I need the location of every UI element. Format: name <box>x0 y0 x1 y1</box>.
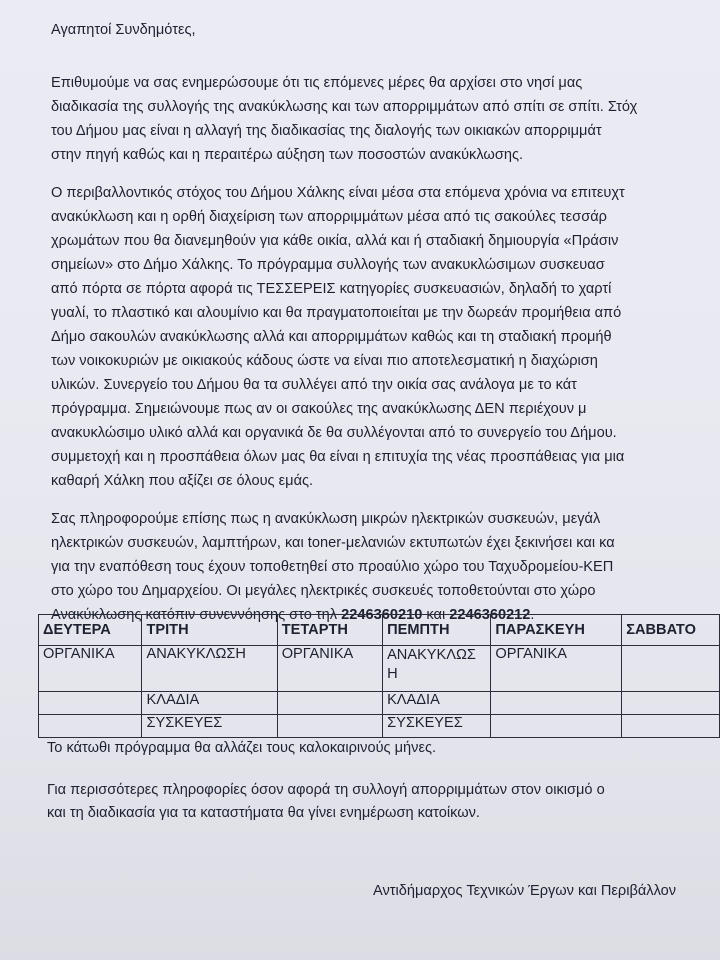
paragraph1-line: Επιθυμούμε να σας ενημερώσουμε ότι τις επόμενες μέρες θα αρχίσει στο νησί μας <box>51 75 583 91</box>
table-cell: ΟΡΓΑΝΙΚΑ <box>491 646 622 692</box>
paragraph2-line: γυαλί, το πλαστικό και αλουμίνιο και θα πραγματοποιείται με την δωρεάν προμήθεια από <box>51 305 622 321</box>
table-cell <box>39 692 142 715</box>
paragraph2-line: υλικών. Συνεργείο του Δήμου θα τα συλλέγει από την οικία σας ανάλογα με το κάτ <box>51 377 577 393</box>
paragraph2-line: συμμετοχή και η προσπάθεια όλων μας θα είναι η επιτυχία της νέας προσπάθειας για μια <box>51 449 625 465</box>
header-saturday: ΣΑΒΒΑΤΟ <box>622 615 720 646</box>
phone-number-2: 2246360212 <box>449 607 531 623</box>
paragraph3-line: στο χώρο του Δημαρχείου. Οι μεγάλες ηλεκτρικές συσκευές τοποθετούνται στο χώρο <box>51 583 596 599</box>
paragraph2-line: ανακυκλώσιμο υλικό αλλά και οργανικά δε θα συλλέγονται από το συνεργείο του Δήμου. <box>51 425 617 441</box>
table-cell: ΣΥΣΚΕΥΕΣ <box>383 715 491 738</box>
paragraph2-line: καθαρή Χάλκη που αξίζει σε όλους εμάς. <box>51 473 314 489</box>
paragraph4-line: Για περισσότερες πληροφορίες όσον αφορά τη συλλογή απορριμμάτων στον οικισμό ο <box>47 782 605 798</box>
paragraph1-line: διαδικασία της συλλογής της ανακύκλωσης και των απορριμμάτων από σπίτι σε σπίτι. Στόχ <box>51 99 638 115</box>
table-cell <box>622 646 720 692</box>
header-tuesday: ΤΡΙΤΗ <box>142 615 277 646</box>
contact-period: . <box>530 607 535 623</box>
table-cell: ΑΝΑΚΥΚΛΩΣΗ <box>142 646 277 692</box>
header-friday: ΠΑΡΑΣΚΕΥΗ <box>491 615 622 646</box>
greeting: Αγαπητοί Συνδημότες, <box>51 22 196 38</box>
table-cell: ΣΥΣΚΕΥΕΣ <box>142 715 277 738</box>
schedule-note: Το κάτωθι πρόγραμμα θα αλλάζει τους καλοκαιρινούς μήνες. <box>47 740 437 756</box>
paragraph2-line: από πόρτα σε πόρτα αφορά τις ΤΕΣΣΕΡΕΙΣ κατηγορίες συσκευασιών, δηλαδή το χαρτί <box>51 281 612 297</box>
phone-number-1: 2246360210 <box>341 607 423 623</box>
paragraph2-line: χρωμάτων που θα διανεμηθούν για κάθε οικία, αλλά και ή σταδιακή δημιουργία «Πράσιν <box>51 233 619 249</box>
contact-conjunction: και <box>422 607 450 623</box>
table-row <box>39 646 720 692</box>
paragraph1-line: του Δήμου μας είναι η αλλαγή της διαδικασίας της διαλογής των οικιακών απορριμμάτ <box>51 123 602 139</box>
collection-schedule-table <box>38 614 720 738</box>
paragraph1-line: στην πηγή καθώς και η περαιτέρω αύξηση των ποσοστών ανακύκλωσης. <box>51 147 524 163</box>
table-cell <box>491 692 622 715</box>
paragraph3-line: Σας πληροφορούμε επίσης πως η ανακύκλωση μικρών ηλεκτρικών συσκευών, μεγάλ <box>51 511 601 527</box>
table-row <box>39 692 720 715</box>
paragraph2-line: πρόγραμμα. Σημειώνουμε πως αν οι σακούλες της ανακύκλωσης ΔΕΝ περιέχουν μ <box>51 401 587 417</box>
contact-text: Ανακύκλωσης κατόπιν συνεννόησης στο τηλ <box>51 607 342 623</box>
paragraph3-line: για την εναπόθεση τους έχουν τοποθετηθεί στο προαύλιο χώρο του Ταχυδρομείου-ΚΕΠ <box>51 559 614 575</box>
table-header-row <box>39 615 720 646</box>
table-cell: ΟΡΓΑΝΙΚΑ <box>39 646 142 692</box>
header-thursday: ΠΕΜΠΤΗ <box>383 615 491 646</box>
paragraph2-line: σημείων» στο Δήμο Χάλκης. Το πρόγραμμα συλλογής των ανακυκλώσιμων συσκευασ <box>51 257 605 273</box>
paragraph4-line: και τη διαδικασία για τα καταστήματα θα γίνει ενημέρωση κατοίκων. <box>47 805 480 821</box>
table-cell: ΑΝΑΚΥΚΛΩΣ Η <box>383 646 491 692</box>
signature: Αντιδήμαρχος Τεχνικών Έργων και Περιβάλλον <box>373 883 677 899</box>
header-wednesday: ΤΕΤΑΡΤΗ <box>277 615 382 646</box>
table-cell <box>39 715 142 738</box>
header-monday: ΔΕΥΤΕΡΑ <box>39 615 142 646</box>
paragraph2-line: Ο περιβαλλοντικός στόχος του Δήμου Χάλκης είναι μέσα στα επόμενα χρόνια να επιτευχτ <box>51 185 625 201</box>
table-cell <box>277 715 382 738</box>
paragraph3-line: ηλεκτρικών συσκευών, λαμπτήρων, και toner-μελανιών εκτυπωτών έχει ξεκινήσει και κα <box>51 535 615 551</box>
table-cell <box>622 692 720 715</box>
table-cell <box>622 715 720 738</box>
table-cell: ΟΡΓΑΝΙΚΑ <box>277 646 382 692</box>
table-cell <box>277 692 382 715</box>
table-cell <box>491 715 622 738</box>
paragraph2-line: Δήμο σακουλών ανακύκλωσης αλλά και απορριμμάτων καθώς και τη σταδιακή προμήθ <box>51 329 612 345</box>
paragraph2-line: ανακύκλωση και η ορθή διαχείριση των απορριμμάτων μέσα από τις σακούλες τεσσάρ <box>51 209 607 225</box>
table-row <box>39 715 720 738</box>
table-cell: ΚΛΑΔΙΑ <box>142 692 277 715</box>
table-cell: ΚΛΑΔΙΑ <box>383 692 491 715</box>
paragraph2-line: των νοικοκυριών με οικιακούς κάδους ώστε να είναι πιο αποτελεσματική η διαχώριση <box>51 353 598 369</box>
